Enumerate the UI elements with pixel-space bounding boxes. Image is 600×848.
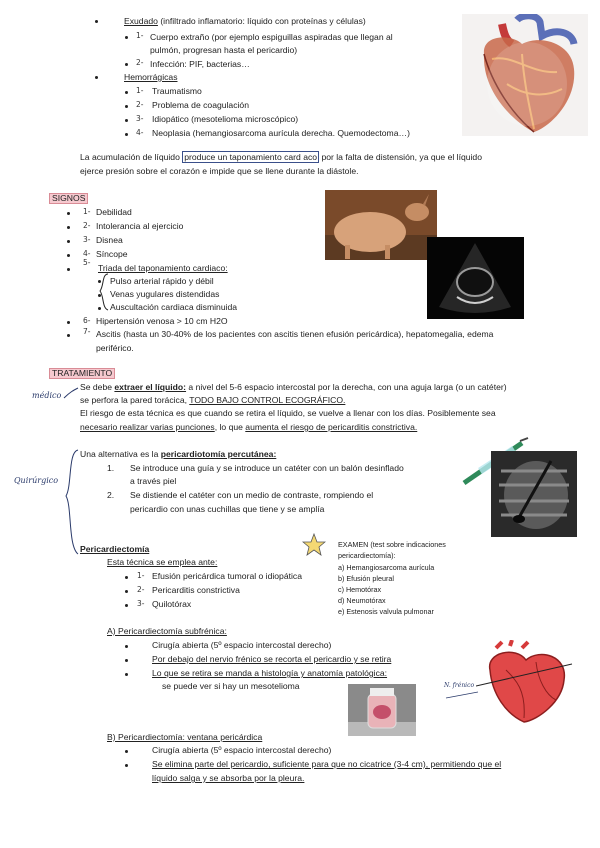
hemorragicas-title: Hemorrágicas: [124, 72, 178, 82]
bullet: [98, 294, 101, 297]
item-number: 2-: [136, 58, 144, 67]
signo-item: Hipertensión venosa > 10 cm H2O: [96, 316, 228, 326]
item-number: 4-: [83, 249, 91, 258]
item-number: 2-: [83, 221, 91, 230]
nfrenico-note: N. frénico: [444, 682, 475, 689]
exudado-title: Exudado: [124, 16, 158, 26]
bullet: [67, 212, 70, 215]
bullet: [125, 590, 128, 593]
tratamiento-line4: necesario realizar varias punciones, lo que aumenta el riesgo de pericarditis constrictiva.: [80, 422, 418, 432]
bullet: [125, 36, 128, 39]
step-number: 1.: [107, 463, 115, 473]
examen-option: e) Estenosis valvula pulmonar: [338, 607, 434, 616]
bullet: [95, 76, 98, 79]
item-number: 1-: [83, 207, 91, 216]
item-number: 1-: [136, 31, 144, 40]
item-number: 7-: [83, 327, 91, 336]
exudado-item: Cuerpo extraño (por ejemplo espiguillas aspiradas que llegan al: [150, 32, 393, 42]
bullet: [67, 268, 70, 271]
specimen-photo: [348, 684, 416, 736]
tratamiento-line1: Se debe extraer el líquido: a nivel del 5-6 espacio intercostal por la derecha, con una aguja larga (o un catéter): [80, 382, 507, 392]
pericardiectomia-item: Pericarditis constrictiva: [152, 585, 240, 595]
bullet: [125, 673, 128, 676]
pericardiectomia-title: Pericardiectomía: [80, 544, 150, 554]
exudado-item: pulmón, progresan hasta el pericardio): [150, 45, 298, 55]
examen-title: pericardiectomía):: [338, 551, 396, 560]
bullet: [125, 645, 128, 648]
item-number: 3-: [136, 114, 144, 123]
item-number: 2-: [136, 100, 144, 109]
bullet: [125, 750, 128, 753]
item-number: 1-: [136, 86, 144, 95]
signo-item: Triada del taponamiento cardiaco:: [98, 263, 228, 273]
tratamiento-line3: El riesgo de esta técnica es que cuando se retira el líquido, se vuelve a llenar con los días. Posiblemente sea: [80, 408, 496, 418]
tratamiento-line2: se perfora la pared torácica, TODO BAJO CONTROL ECOGRÁFICO.: [80, 395, 346, 405]
bullet: [125, 91, 128, 94]
triada-item: Pulso arterial rápido y débil: [110, 276, 214, 286]
tratamiento-heading: TRATAMIENTO: [49, 368, 115, 379]
subfrenica-item: Cirugía abierta (5º espacio intercostal derecho): [152, 640, 332, 650]
signo-item: Intolerancia al ejercicio: [96, 221, 184, 231]
item-number: 3-: [137, 599, 145, 608]
examen-option: a) Hemangiosarcoma aurícula: [338, 563, 435, 572]
quirurgico-bracket: [58, 446, 82, 558]
triada-item: Venas yugulares distendidas: [110, 289, 220, 299]
bullet: [125, 119, 128, 122]
bullet: [95, 20, 98, 23]
item-number: 1-: [137, 571, 145, 580]
examen-option: b) Efusión pleural: [338, 574, 394, 583]
signo-item: Ascitis (hasta un 30-40% de los pacientes con ascitis tienen efusión pericárdica), hepatomegalia, edema: [96, 329, 494, 339]
bullet: [125, 604, 128, 607]
item-number: 5-: [83, 258, 91, 267]
signo-item: periférico.: [96, 343, 134, 353]
bullet: [125, 133, 128, 136]
xray-image: [491, 451, 577, 537]
signos-heading: SIGNOS: [49, 193, 88, 204]
ventana-title: B) Pericardiectomía: ventana pericárdica: [107, 732, 263, 742]
item-number: 3-: [83, 235, 91, 244]
exudado-line: Exudado (infiltrado inflamatorio: líquido con proteínas y células): [124, 16, 366, 26]
subfrenica-item: se puede ver si hay un mesotelioma: [162, 681, 300, 691]
star-icon: [302, 533, 326, 557]
dog-ascites-photo: [325, 190, 437, 260]
examen-title: EXAMEN (test sobre indicaciones: [338, 540, 446, 549]
exudado-item: Infección: PIF, bacterias…: [150, 59, 250, 69]
bullet: [125, 659, 128, 662]
examen-option: c) Hemotórax: [338, 585, 382, 594]
medico-margin-note: médico: [32, 391, 62, 400]
frenico-line: [444, 690, 480, 700]
subfrenica-item: Por debajo del nervio frénico se recorta el pericardio y se retira: [152, 654, 392, 664]
signo-item: Síncope: [96, 249, 128, 259]
echocardiogram-image: [427, 237, 524, 319]
ventana-item: líquido salga y se absorba por la pleura.: [152, 773, 305, 783]
ventana-item: Se elimina parte del pericardio, suficiente para que no cicatrice (3-4 cm), permitiendo que el: [152, 759, 502, 769]
pericardiectomia-item: Efusión pericárdica tumoral o idiopática: [152, 571, 302, 581]
bullet: [67, 321, 70, 324]
step-number: 2.: [107, 490, 115, 500]
heart-anatomy-image: [462, 14, 588, 136]
brace: [96, 272, 110, 312]
heart-drawing-image: [476, 640, 576, 724]
pericardiectomia-ante: Esta técnica se emplea ante:: [107, 557, 218, 567]
examen-option: d) Neumotórax: [338, 596, 386, 605]
bullet: [125, 576, 128, 579]
hemorragicas-item: Neoplasia (hemangiosarcoma aurícula derecha. Quemodectoma…): [152, 128, 410, 138]
acumulacion-line2: ejerce presión sobre el corazón e impide que se llene durante la diástole.: [80, 166, 359, 176]
alternativa-line: Una alternativa es la pericardiotomía percutánea:: [80, 449, 277, 459]
triada-item: Auscultación cardiaca disminuida: [110, 302, 238, 312]
bullet: [67, 254, 70, 257]
alternativa-step: a través piel: [130, 476, 177, 486]
alternativa-step: Se distiende el catéter con un medio de contraste, rompiendo el: [130, 490, 374, 500]
quirurgico-margin-note: Quirúrgico: [14, 476, 59, 485]
signo-item: Disnea: [96, 235, 123, 245]
bullet: [125, 764, 128, 767]
bullet: [125, 105, 128, 108]
margin-arrow: [62, 384, 80, 406]
item-number: 4-: [136, 128, 144, 137]
alternativa-step: pericardio con unas cuchillas que tiene y se amplía: [130, 504, 325, 514]
bullet: [67, 240, 70, 243]
bullet: [67, 226, 70, 229]
hemorragicas-item: Problema de coagulación: [152, 100, 249, 110]
bullet: [67, 334, 70, 337]
subfrenica-title: A) Pericardiectomía subfrénica:: [107, 626, 227, 636]
bullet: [125, 63, 128, 66]
hemorragicas-item: Idiopático (mesotelioma microscópico): [152, 114, 299, 124]
alternativa-step: Se introduce una guía y se introduce un catéter con un balón desinflado: [130, 463, 404, 473]
bullet: [98, 307, 101, 310]
item-number: 6-: [83, 316, 91, 325]
pericardiectomia-item: Quilotórax: [152, 599, 192, 609]
acumulacion-line1: La acumulación de líquido produce un taponamiento card aco por la falta de distensión, ya que el líquido: [80, 152, 482, 162]
subfrenica-item: Lo que se retira se manda a histología y anatomía patológica:: [152, 668, 388, 678]
hemorragicas-item: Traumatismo: [152, 86, 202, 96]
taponamiento-boxed: produce un taponamiento card aco: [184, 152, 318, 162]
bullet: [98, 280, 101, 283]
item-number: 2-: [137, 585, 145, 594]
signo-item: Debilidad: [96, 207, 132, 217]
ventana-item: Cirugía abierta (5º espacio intercostal derecho): [152, 745, 332, 755]
